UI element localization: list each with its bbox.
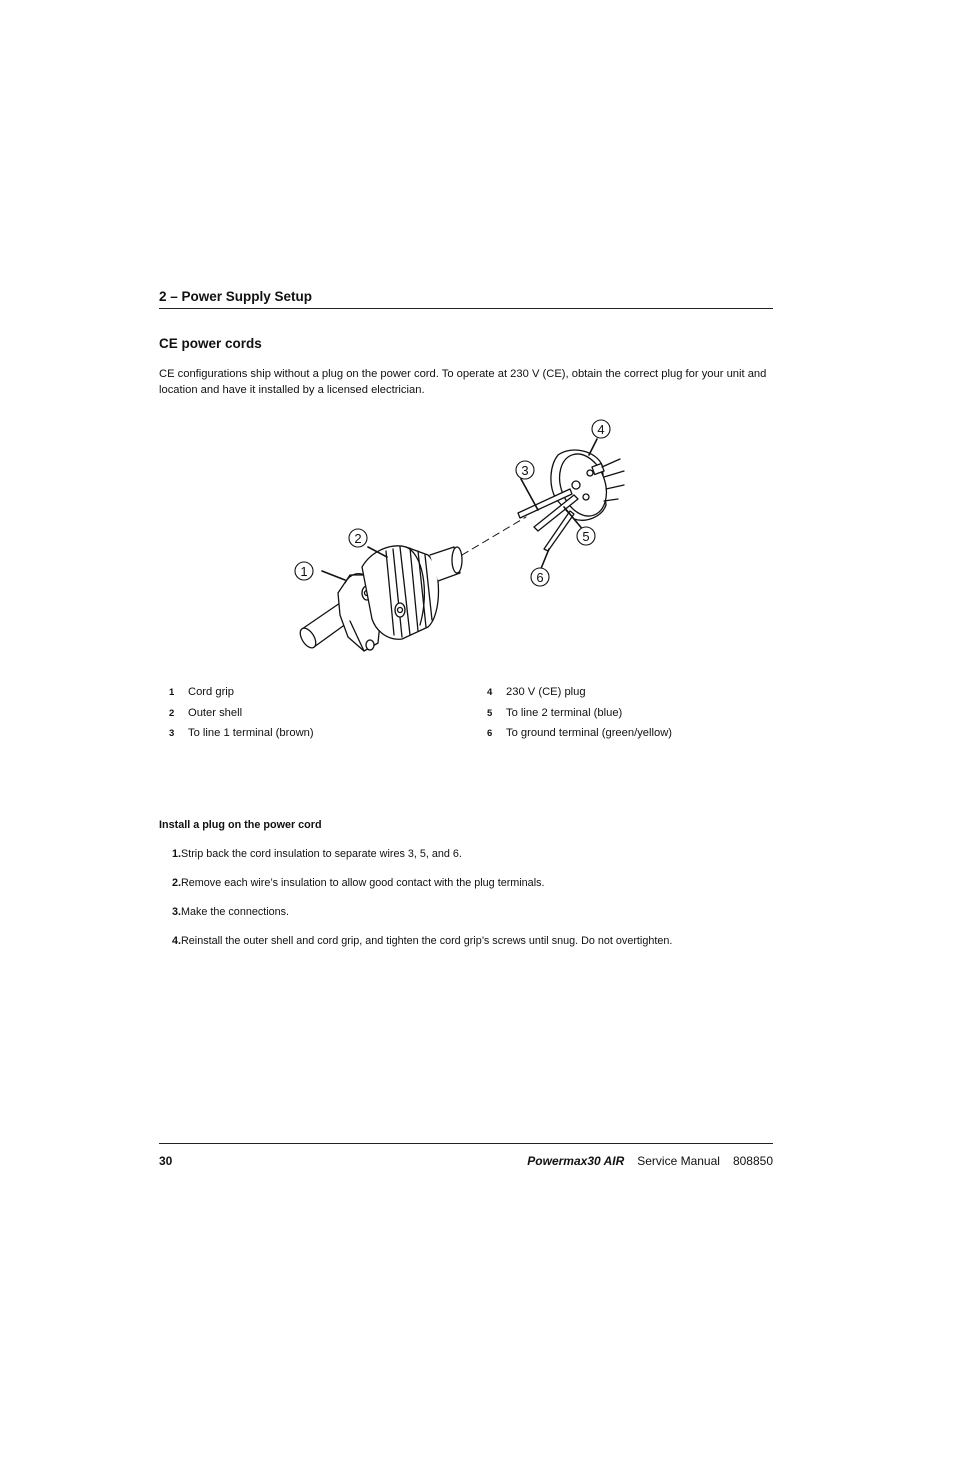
plug-illustration (290, 415, 650, 665)
legend-number: 5 (487, 707, 493, 719)
legend-number: 1 (169, 687, 175, 698)
callout-1-label: 1 (300, 564, 308, 579)
procedure-step (159, 935, 779, 964)
legend-item (487, 686, 672, 707)
page-footer (159, 1143, 773, 1168)
procedure-step (159, 906, 779, 935)
procedure-step (159, 848, 779, 877)
procedure-step (159, 877, 779, 906)
footer-doc-info (527, 1154, 773, 1168)
legend-item (169, 686, 314, 707)
product-name: Powermax30 AIR (527, 1154, 625, 1168)
section-title: CE power cords (159, 336, 262, 351)
legend-label: To ground terminal (green/yellow) (506, 727, 673, 740)
callout-2-label: 2 (354, 531, 362, 546)
legend-number: 3 (169, 728, 175, 740)
procedure-title: Install a plug on the power cord (159, 819, 322, 831)
legend-item (169, 727, 314, 748)
document-number: 808850 (732, 1154, 773, 1168)
legend-number: 6 (487, 728, 493, 740)
legend-label: To line 1 terminal (brown) (188, 727, 314, 740)
callout-6-label: 6 (536, 570, 544, 585)
step-text: Strip back the cord insulation to separate wires 3, 5, and 6. (181, 848, 462, 860)
plug-diagram (290, 415, 650, 665)
procedure-steps (159, 848, 779, 964)
legend-item (487, 707, 672, 728)
step-number: 3. (171, 906, 181, 918)
step-number: 2. (171, 877, 181, 889)
step-text: Remove each wire’s insulation to allow good contact with the plug terminals. (181, 877, 545, 889)
legend-column-right (487, 686, 672, 748)
chapter-title: 2 – Power Supply Setup (159, 289, 773, 309)
callout-3-label: 3 (521, 463, 529, 478)
legend-item (169, 707, 314, 728)
step-text: Make the connections. (181, 906, 290, 918)
step-number: 1. (171, 848, 181, 860)
legend-number: 2 (169, 707, 175, 719)
legend-number: 4 (487, 687, 493, 698)
step-number: 4. (171, 935, 181, 947)
intro-paragraph: CE configurations ship without a plug on the power cord. To operate at 230 V (CE), obtain the correct plug for your unit and location and have it installed by a licensed electrician. (159, 368, 767, 396)
step-text: Reinstall the outer shell and cord grip, and tighten the cord grip’s screws until snug. Do not overtighten. (181, 935, 673, 947)
callout-5-label: 5 (582, 529, 590, 544)
legend-label: 230 V (CE) plug (506, 686, 586, 698)
page-number: 30 (159, 1154, 173, 1168)
callout-4-label: 4 (597, 422, 605, 437)
legend-column-left (169, 686, 314, 748)
legend-label: To line 2 terminal (blue) (506, 706, 623, 719)
legend-item (487, 727, 672, 748)
manual-type: Service Manual (637, 1154, 720, 1168)
legend-label: Cord grip (188, 686, 235, 698)
legend-label: Outer shell (188, 706, 243, 719)
